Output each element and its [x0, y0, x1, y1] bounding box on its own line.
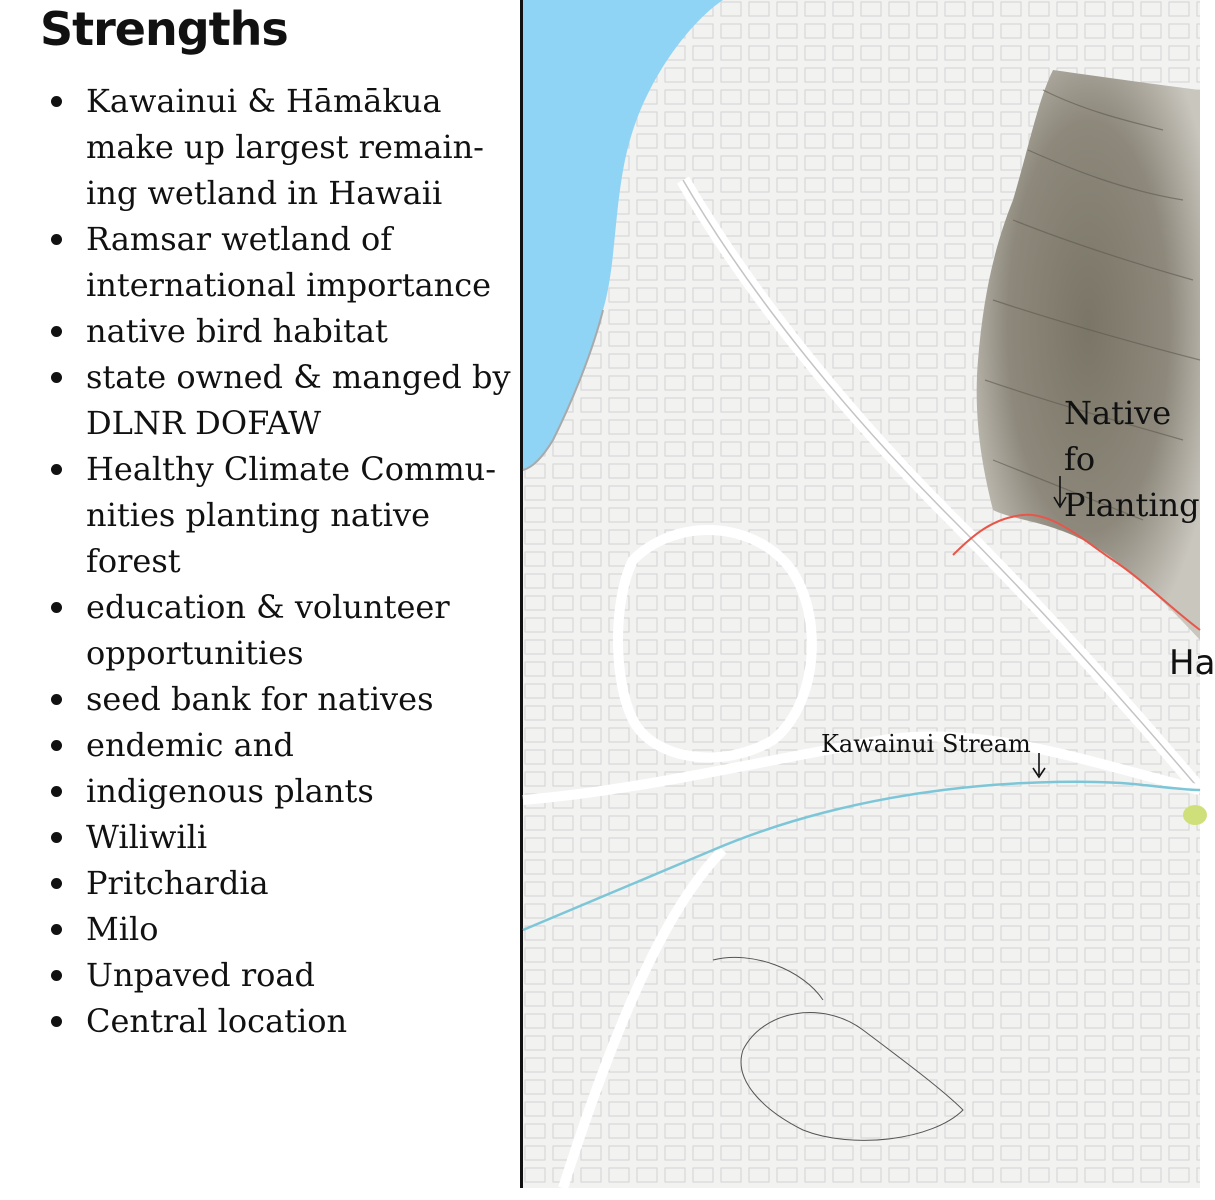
bullet-icon: [51, 924, 62, 935]
list-item: native bird habitat: [46, 308, 526, 354]
list-item: education & volunteer opportunities: [46, 584, 526, 676]
bullet-icon: [51, 602, 62, 613]
bullet-icon: [51, 326, 62, 337]
map-graphic: [523, 0, 1200, 1188]
stream-label: Kawainui Stream: [821, 730, 1031, 758]
bullet-icon: [51, 464, 62, 475]
list-item: Milo: [46, 906, 526, 952]
site-map: [523, 0, 1215, 1188]
bullet-icon: [51, 234, 62, 245]
list-item: Central location: [46, 998, 526, 1044]
bullet-icon: [51, 832, 62, 843]
list-item: seed bank for natives: [46, 676, 526, 722]
bullet-icon: [51, 878, 62, 889]
park-patch: [1183, 805, 1207, 825]
list-item: Pritchardia: [46, 860, 526, 906]
list-item: Unpaved road: [46, 952, 526, 998]
list-item: Wiliwili: [46, 814, 526, 860]
bullet-icon: [51, 970, 62, 981]
strengths-heading: Strengths: [40, 2, 288, 56]
list-item: endemic and: [46, 722, 526, 768]
bullet-icon: [51, 1016, 62, 1027]
list-item: state owned & manged by DLNR DOFAW: [46, 354, 526, 446]
native-forest-label: Native fo Planting: [1064, 394, 1200, 524]
bullet-icon: [51, 786, 62, 797]
list-item: Kawainui & Hāmākua make up largest remain- ing wetland in Hawaii: [46, 78, 526, 216]
list-item: Healthy Climate Commu- nities planting native forest: [46, 446, 526, 584]
place-label: Ha: [1169, 643, 1215, 683]
bullet-icon: [51, 96, 62, 107]
bullet-icon: [51, 694, 62, 705]
strengths-list: [46, 78, 526, 1044]
list-item: Ramsar wetland of international importance: [46, 216, 526, 308]
bullet-icon: [51, 372, 62, 383]
bullet-icon: [51, 740, 62, 751]
bottom-margin: [0, 1188, 1200, 1200]
list-item: indigenous plants: [46, 768, 526, 814]
strengths-panel: [0, 0, 520, 1200]
